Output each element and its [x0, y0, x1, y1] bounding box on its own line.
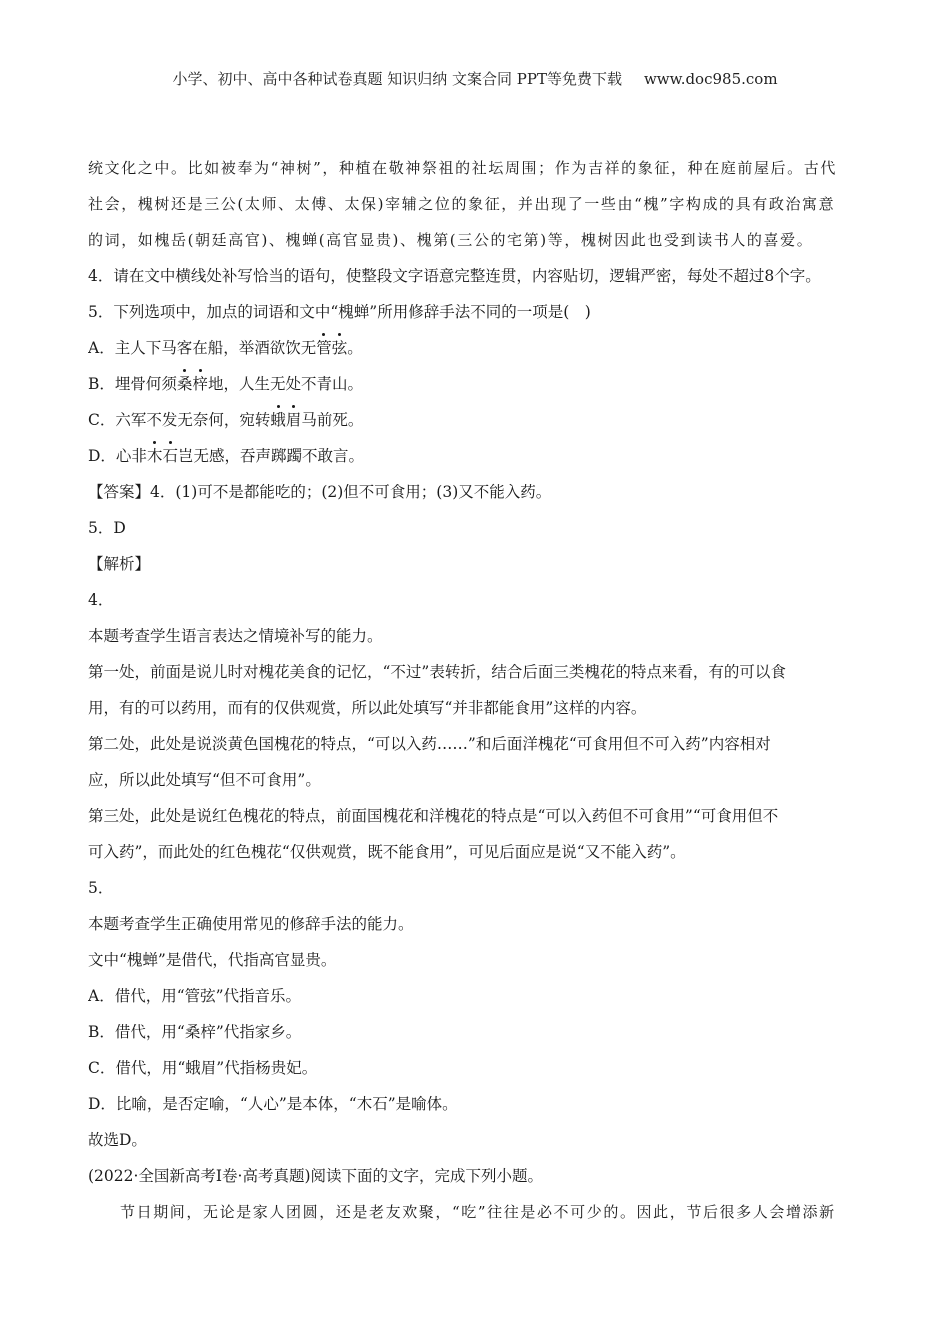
analysis-line: 用，有的可以药用，而有的仅供观赏，所以此处填写“并非都能食用”这样的内容。 [88, 699, 647, 717]
analysis-line: 第一处，前面是说儿时对槐花美食的记忆，“不过”表转折，结合后面三类槐花的特点来看，有的可以食 [88, 663, 786, 681]
option-b: B．埋骨何须桑梓地，人生无处不青山。 [88, 366, 868, 402]
emphasis-char: 弦 [332, 330, 348, 366]
analysis-label: 【解析】 [88, 555, 151, 573]
next-passage-line: 节日期间，无论是家人团圆，还是老友欢聚，“吃”往往是必不可少的。因此，节后很多人会增添新 [120, 1203, 836, 1221]
header-site-link[interactable]: www.doc985.com [643, 70, 778, 88]
answer-line-2: 5．D [88, 519, 126, 537]
analysis-line: 4． [88, 591, 114, 609]
option-c: C．六军不发无奈何，宛转蛾眉马前死。 [88, 402, 868, 438]
passage-line: 的词，如槐岳(朝廷高官)、槐蝉(高官显贵)、槐第(三公的宅第)等，槐树因此也受到读书人的喜爱。 [88, 231, 814, 249]
document-body [88, 150, 868, 1230]
analysis-line: 文中“槐蝉”是借代，代指高官显贵。 [88, 951, 337, 969]
analysis-line: A．借代，用“管弦”代指音乐。 [88, 987, 302, 1005]
header-text: 小学、初中、高中各种试卷真题 知识归纳 文案合同 PPT等免费下载 [172, 70, 622, 88]
analysis-line: 可入药”，而此处的红色槐花“仅供观赏，既不能食用”，可见后面应是说“又不能入药”。 [88, 843, 686, 861]
analysis-line: 应，所以此处填写“但不可食用”。 [88, 771, 321, 789]
option-d: D．心非木石岂无感，吞声踯躅不敢言。 [88, 438, 868, 474]
answer-text: 4．(1)可不是都能吃的；(2)但不可食用；(3)又不能入药。 [150, 483, 552, 501]
question-5: 5．下列选项中，加点的词语和文中“槐蝉”所用修辞手法不同的一项是( ) [88, 303, 591, 321]
question-4: 4．请在文中横线处补写恰当的语句，使整段文字语意完整连贯，内容贴切，逻辑严密，每处不超过8个字。 [88, 267, 821, 285]
analysis-line: 本题考查学生正确使用常见的修辞手法的能力。 [88, 915, 414, 933]
emphasis-char: 石 [162, 438, 178, 474]
emphasis-char: 梓 [192, 366, 208, 402]
answer-line [88, 474, 868, 510]
option-a: A．主人下马客在船，举酒欲饮无管弦。 [88, 330, 868, 366]
passage-line: 统文化之中。比如被奉为“神树”，种植在敬神祭祖的社坛周围；作为吉祥的象征，种在庭前屋后。古代 [88, 159, 837, 177]
analysis-line: 故选D。 [88, 1131, 147, 1149]
emphasis-char: 木 [147, 438, 163, 474]
analysis-line: C．借代，用“蛾眉”代指杨贵妃。 [88, 1059, 318, 1077]
emphasis-char: 蛾 [270, 402, 286, 438]
analysis-line: D．比喻，是否定喻，“人心”是本体，“木石”是喻体。 [88, 1095, 458, 1113]
emphasis-char: 眉 [286, 402, 302, 438]
answer-label: 【答案】 [88, 483, 151, 501]
analysis-line: 本题考查学生语言表达之情境补写的能力。 [88, 627, 383, 645]
analysis-line: 第二处，此处是说淡黄色国槐花的特点，“可以入药……”和后面洋槐花“可食用但不可入药”内容相对 [88, 735, 771, 753]
analysis-line: 5． [88, 879, 114, 897]
next-question-intro: (2022·全国新高考Ⅰ卷·高考真题)阅读下面的文字，完成下列小题。 [88, 1167, 544, 1185]
passage-line: 社会，槐树还是三公(太师、太傅、太保)宰辅之位的象征，并出现了一些由“槐”字构成的具有政治寓意 [88, 195, 836, 213]
emphasis-char: 桑 [177, 366, 193, 402]
analysis-line: 第三处，此处是说红色槐花的特点，前面国槐花和洋槐花的特点是“可以入药但不可食用”“可食用但不 [88, 807, 779, 825]
emphasis-char: 管 [316, 330, 332, 366]
page-header [0, 68, 950, 89]
analysis-line: B．借代，用“桑梓”代指家乡。 [88, 1023, 302, 1041]
